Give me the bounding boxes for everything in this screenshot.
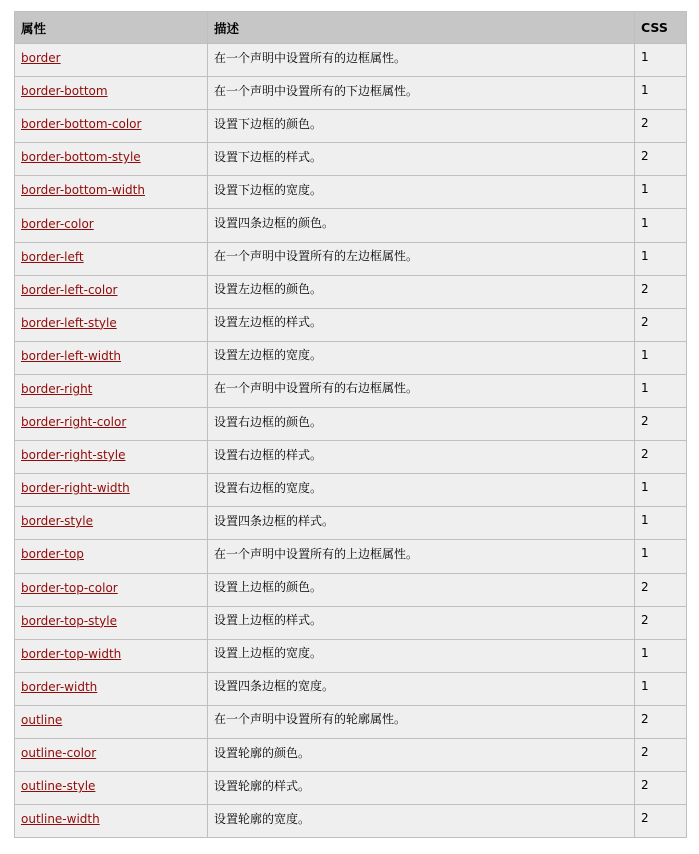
property-link[interactable]: outline-style bbox=[21, 779, 96, 794]
column-header-description: 描述 bbox=[208, 12, 635, 44]
description-cell: 设置右边框的宽度。 bbox=[208, 474, 635, 507]
css-version-cell: 1 bbox=[635, 540, 687, 573]
property-cell bbox=[15, 772, 208, 805]
css-version-cell: 1 bbox=[635, 474, 687, 507]
property-link[interactable]: border-bottom-style bbox=[21, 150, 141, 165]
description-cell: 设置四条边框的宽度。 bbox=[208, 672, 635, 705]
property-link[interactable]: border-width bbox=[21, 679, 98, 694]
property-link[interactable]: border-left bbox=[21, 249, 84, 264]
property-cell bbox=[15, 738, 208, 771]
property-cell bbox=[15, 143, 208, 176]
css-version-cell: 1 bbox=[635, 639, 687, 672]
css-border-properties-table-container bbox=[14, 11, 687, 838]
css-version-cell: 1 bbox=[635, 242, 687, 275]
table-row bbox=[15, 341, 687, 374]
description-cell: 在一个声明中设置所有的轮廓属性。 bbox=[208, 705, 635, 738]
description-cell: 设置下边框的颜色。 bbox=[208, 110, 635, 143]
table-row bbox=[15, 772, 687, 805]
property-link[interactable]: border-bottom-width bbox=[21, 183, 145, 198]
css-version-cell: 1 bbox=[635, 176, 687, 209]
property-cell bbox=[15, 242, 208, 275]
property-cell bbox=[15, 341, 208, 374]
table-row bbox=[15, 308, 687, 341]
css-version-cell: 2 bbox=[635, 275, 687, 308]
description-cell: 设置下边框的宽度。 bbox=[208, 176, 635, 209]
property-link[interactable]: border-top-style bbox=[21, 613, 117, 628]
description-cell: 设置右边框的颜色。 bbox=[208, 408, 635, 441]
css-version-cell: 1 bbox=[635, 44, 687, 77]
table-row bbox=[15, 540, 687, 573]
property-cell bbox=[15, 308, 208, 341]
table-row bbox=[15, 738, 687, 771]
property-cell bbox=[15, 374, 208, 407]
column-header-property: 属性 bbox=[15, 12, 208, 44]
property-link[interactable]: border-left-width bbox=[21, 348, 122, 363]
property-cell bbox=[15, 672, 208, 705]
description-cell: 设置下边框的样式。 bbox=[208, 143, 635, 176]
description-cell: 在一个声明中设置所有的下边框属性。 bbox=[208, 77, 635, 110]
property-cell bbox=[15, 110, 208, 143]
table-row bbox=[15, 110, 687, 143]
property-cell bbox=[15, 507, 208, 540]
description-cell: 设置上边框的颜色。 bbox=[208, 573, 635, 606]
property-link[interactable]: border-bottom bbox=[21, 84, 108, 99]
table-row bbox=[15, 606, 687, 639]
table-row bbox=[15, 374, 687, 407]
property-link[interactable]: border-bottom-color bbox=[21, 117, 142, 132]
description-cell: 在一个声明中设置所有的边框属性。 bbox=[208, 44, 635, 77]
table-header-row bbox=[15, 12, 687, 44]
table-row bbox=[15, 507, 687, 540]
property-link[interactable]: outline-color bbox=[21, 746, 97, 761]
table-row bbox=[15, 573, 687, 606]
css-version-cell: 2 bbox=[635, 705, 687, 738]
property-link[interactable]: border-top bbox=[21, 547, 84, 562]
css-version-cell: 2 bbox=[635, 308, 687, 341]
property-link[interactable]: outline-width bbox=[21, 812, 100, 827]
css-version-cell: 2 bbox=[635, 441, 687, 474]
table-row bbox=[15, 275, 687, 308]
table-row bbox=[15, 441, 687, 474]
table-row bbox=[15, 242, 687, 275]
property-cell bbox=[15, 540, 208, 573]
description-cell: 设置上边框的样式。 bbox=[208, 606, 635, 639]
css-version-cell: 2 bbox=[635, 110, 687, 143]
description-cell: 设置轮廓的宽度。 bbox=[208, 805, 635, 838]
css-version-cell: 2 bbox=[635, 772, 687, 805]
property-link[interactable]: border bbox=[21, 51, 61, 66]
table-row bbox=[15, 639, 687, 672]
description-cell: 设置轮廓的样式。 bbox=[208, 772, 635, 805]
property-link[interactable]: border-right bbox=[21, 381, 93, 396]
description-cell: 设置四条边框的样式。 bbox=[208, 507, 635, 540]
property-cell bbox=[15, 805, 208, 838]
property-cell bbox=[15, 705, 208, 738]
description-cell: 设置左边框的宽度。 bbox=[208, 341, 635, 374]
css-version-cell: 2 bbox=[635, 408, 687, 441]
property-cell bbox=[15, 275, 208, 308]
property-link[interactable]: border-right-color bbox=[21, 415, 127, 430]
table-row bbox=[15, 705, 687, 738]
table-row bbox=[15, 209, 687, 242]
table-row bbox=[15, 474, 687, 507]
description-cell: 设置上边框的宽度。 bbox=[208, 639, 635, 672]
property-cell bbox=[15, 77, 208, 110]
description-cell: 设置左边框的样式。 bbox=[208, 308, 635, 341]
css-version-cell: 1 bbox=[635, 209, 687, 242]
property-link[interactable]: border-top-width bbox=[21, 646, 122, 661]
column-header-css-version: CSS bbox=[635, 12, 687, 44]
description-cell: 在一个声明中设置所有的左边框属性。 bbox=[208, 242, 635, 275]
css-version-cell: 1 bbox=[635, 507, 687, 540]
property-link[interactable]: border-left-color bbox=[21, 282, 118, 297]
property-link[interactable]: border-style bbox=[21, 514, 93, 529]
property-cell bbox=[15, 441, 208, 474]
css-version-cell: 2 bbox=[635, 143, 687, 176]
table-row bbox=[15, 672, 687, 705]
table-row bbox=[15, 143, 687, 176]
property-cell bbox=[15, 408, 208, 441]
css-version-cell: 2 bbox=[635, 805, 687, 838]
description-cell: 设置右边框的样式。 bbox=[208, 441, 635, 474]
property-cell bbox=[15, 209, 208, 242]
css-version-cell: 1 bbox=[635, 341, 687, 374]
table-row bbox=[15, 176, 687, 209]
css-version-cell: 1 bbox=[635, 77, 687, 110]
description-cell: 在一个声明中设置所有的右边框属性。 bbox=[208, 374, 635, 407]
property-link[interactable]: border-right-width bbox=[21, 481, 130, 496]
css-version-cell: 1 bbox=[635, 672, 687, 705]
table-row bbox=[15, 408, 687, 441]
property-cell bbox=[15, 44, 208, 77]
description-cell: 设置左边框的颜色。 bbox=[208, 275, 635, 308]
css-version-cell: 2 bbox=[635, 738, 687, 771]
description-cell: 在一个声明中设置所有的上边框属性。 bbox=[208, 540, 635, 573]
property-cell bbox=[15, 639, 208, 672]
table-row bbox=[15, 805, 687, 838]
table-body bbox=[15, 44, 687, 838]
property-link[interactable]: border-top-color bbox=[21, 580, 118, 595]
table-row bbox=[15, 77, 687, 110]
css-version-cell: 2 bbox=[635, 573, 687, 606]
description-cell: 设置轮廓的颜色。 bbox=[208, 738, 635, 771]
css-border-properties-table bbox=[14, 11, 687, 838]
css-version-cell: 2 bbox=[635, 606, 687, 639]
table-row bbox=[15, 44, 687, 77]
property-cell bbox=[15, 573, 208, 606]
property-link[interactable]: outline bbox=[21, 712, 63, 727]
description-cell: 设置四条边框的颜色。 bbox=[208, 209, 635, 242]
property-cell bbox=[15, 176, 208, 209]
property-cell bbox=[15, 474, 208, 507]
css-version-cell: 1 bbox=[635, 374, 687, 407]
property-link[interactable]: border-left-style bbox=[21, 315, 117, 330]
property-cell bbox=[15, 606, 208, 639]
property-link[interactable]: border-right-style bbox=[21, 448, 126, 463]
property-link[interactable]: border-color bbox=[21, 216, 94, 231]
